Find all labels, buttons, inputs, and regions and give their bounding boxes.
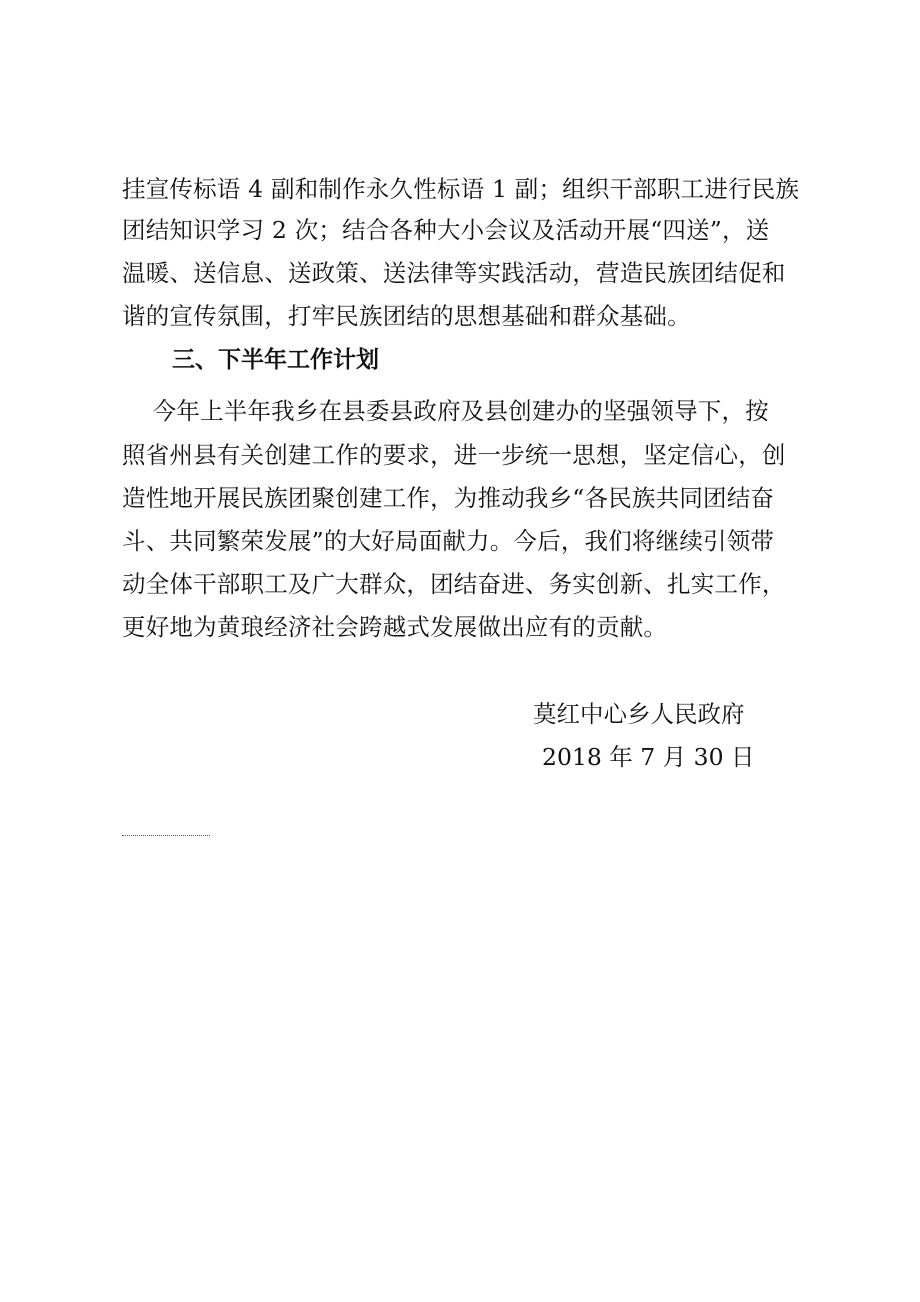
footnote-separator [122, 835, 210, 836]
paragraph-1-line: 挂宣传标语 4 副和制作永久性标语 1 副；组织干部职工进行民族 [122, 175, 800, 203]
signature-date: 2018 年 7 月 30 日 [542, 743, 755, 771]
paragraph-2-line: 照省州县有关创建工作的要求，进一步统一思想，坚定信心，创 [122, 441, 786, 469]
paragraph-1-line: 团结知识学习 2 次；结合各种大小会议及活动开展“四送”，送 [122, 216, 770, 244]
paragraph-2-line: 动全体干部职工及广大群众，团结奋进、务实创新、扎实工作， [122, 570, 786, 598]
signature-organization: 莫红中心乡人民政府 [533, 700, 745, 728]
paragraph-2-line: 今年上半年我乡在县委县政府及县创建办的坚强领导下，按 [122, 397, 769, 425]
paragraph-2-line: 更好地为黄琅经济社会跨越式发展做出应有的贡献。 [122, 613, 668, 641]
paragraph-1-line: 谐的宣传氛围，打牢民族团结的思想基础和群众基础。 [122, 302, 691, 330]
paragraph-2-line: 斗、共同繁荣发展”的大好局面献力。今后，我们将继续引领带 [122, 527, 775, 555]
section-heading: 三、下半年工作计划 [172, 347, 379, 373]
paragraph-2-line: 造性地开展民族团聚创建工作，为推动我乡“各民族共同团结奋 [122, 484, 775, 512]
paragraph-1-line: 温暖、送信息、送政策、送法律等实践活动，营造民族团结促和 [122, 259, 786, 287]
